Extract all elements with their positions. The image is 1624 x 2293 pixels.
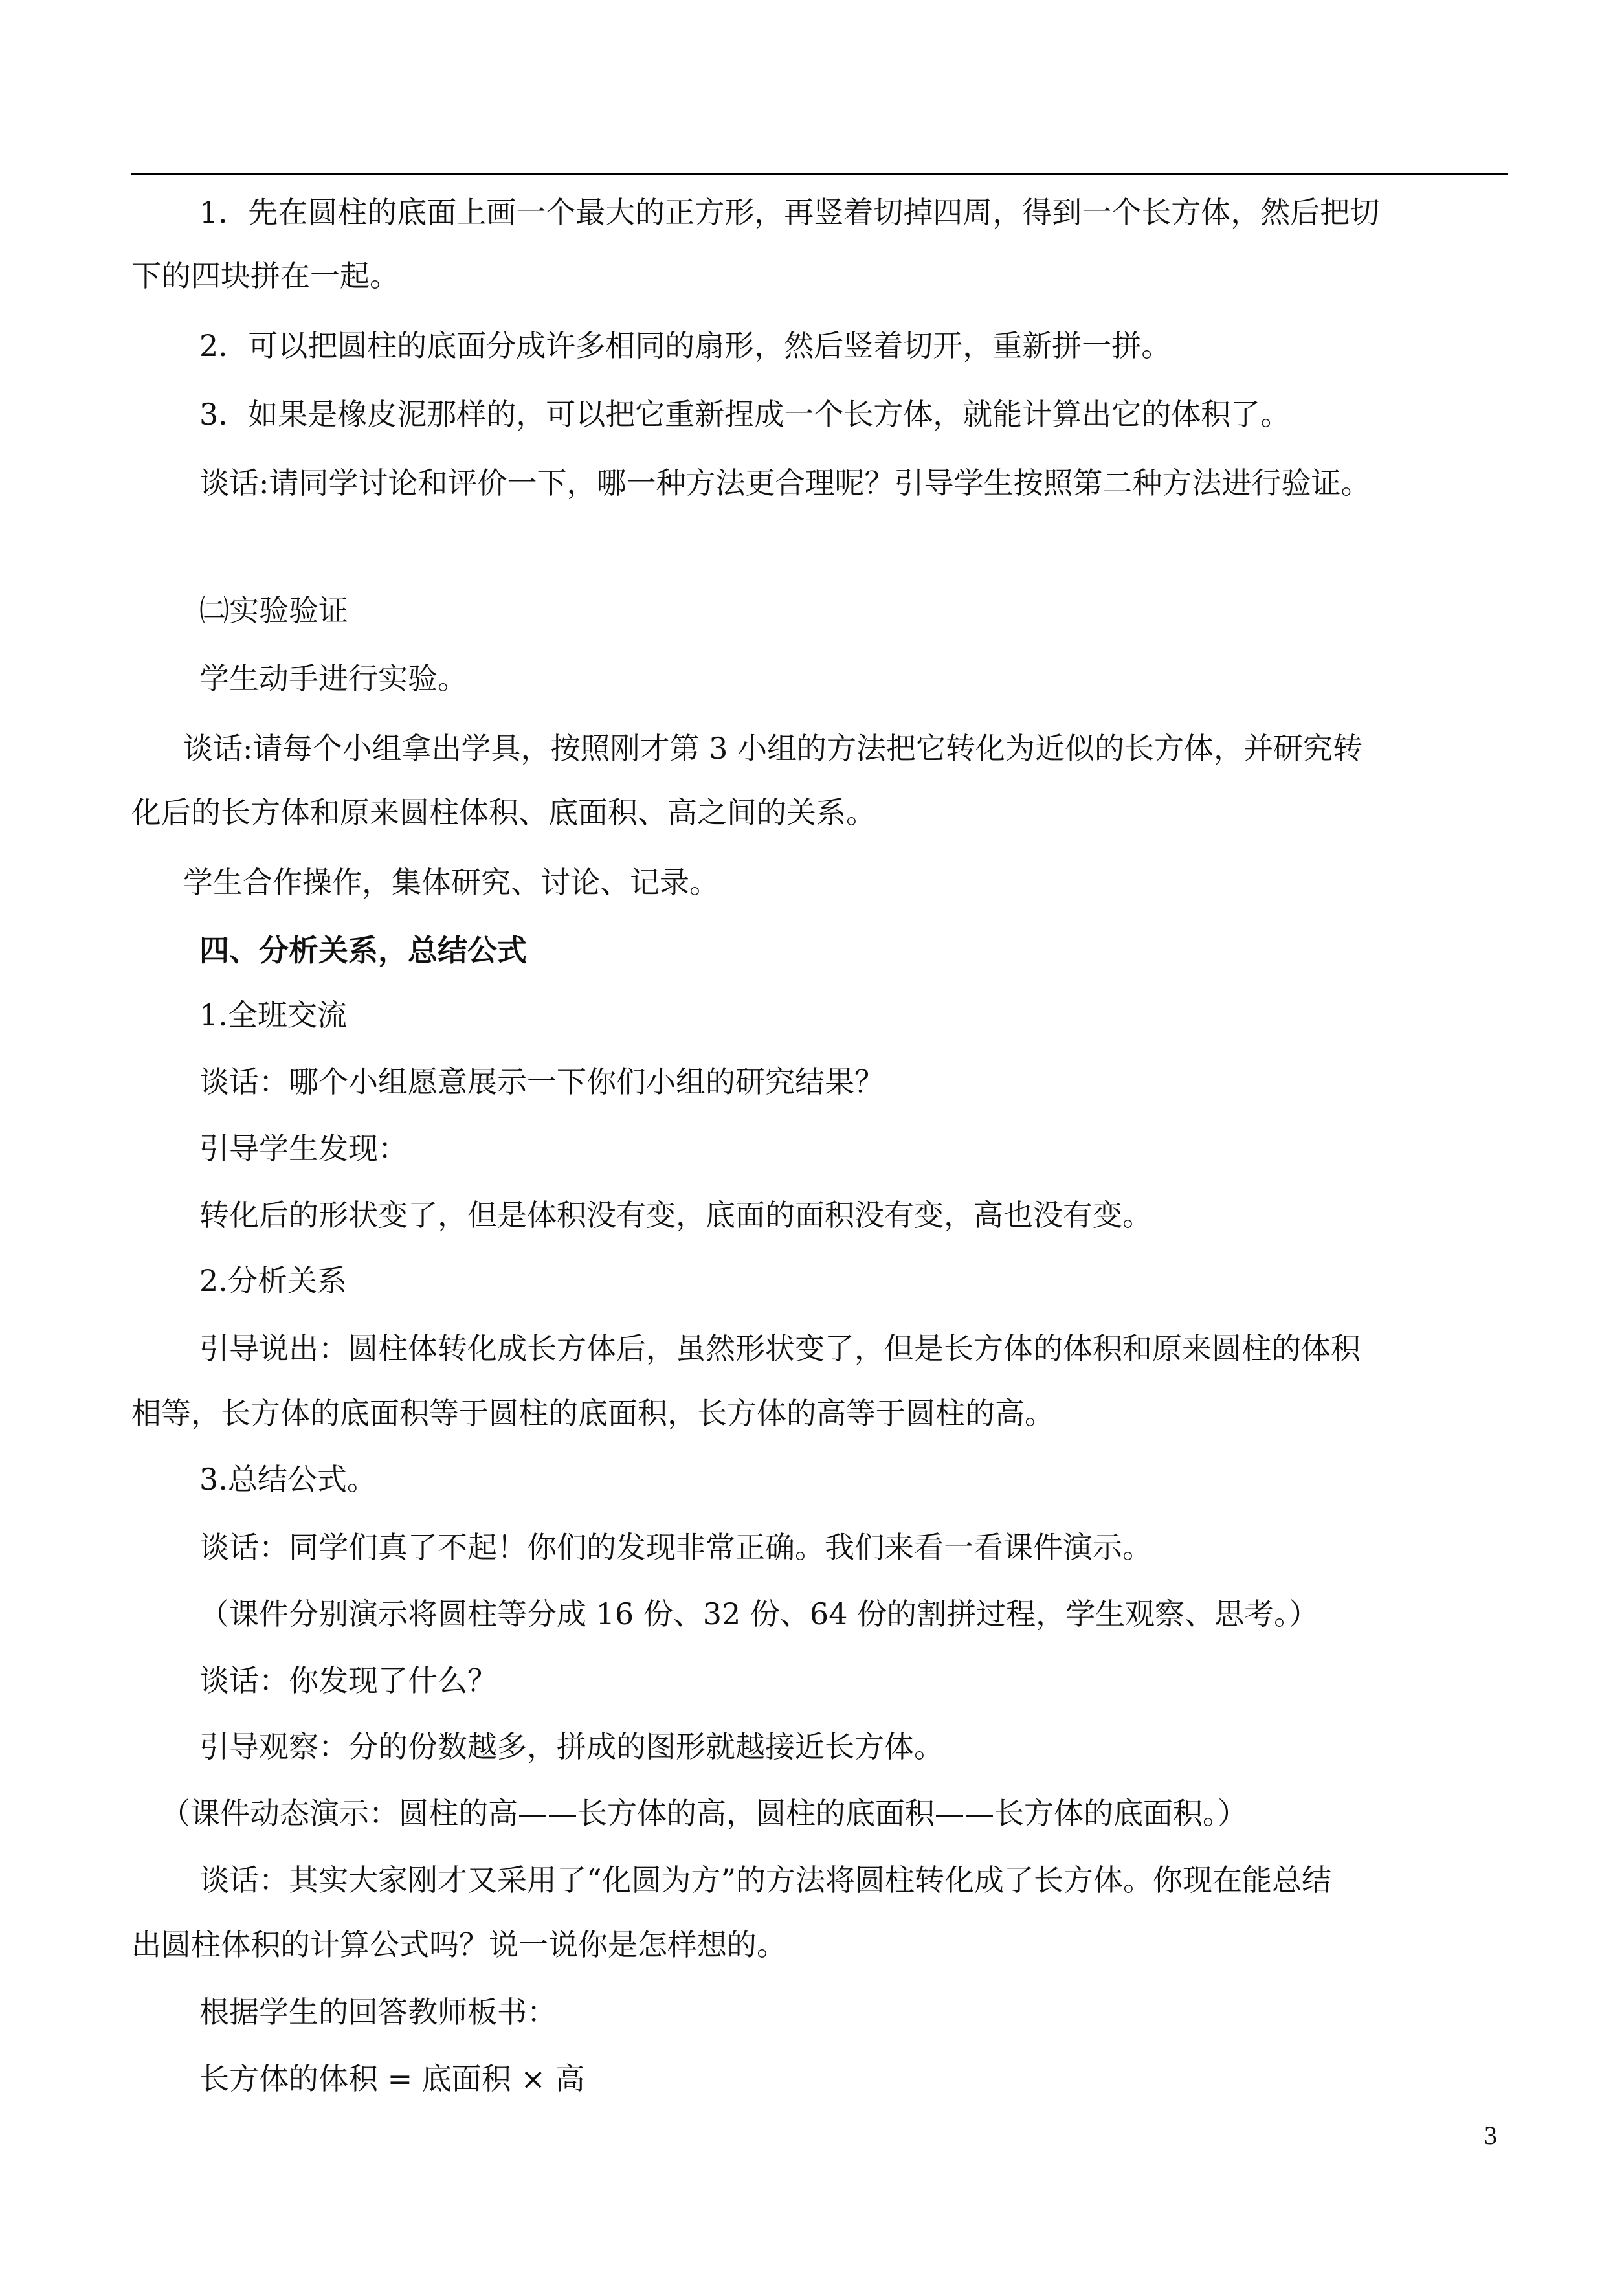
text-line: 学生动手进行实验。 — [199, 661, 467, 696]
subsection-heading: 2.分析关系 — [199, 1263, 347, 1298]
section-heading: ㈡实验验证 — [199, 593, 348, 628]
section-heading: 四、分析关系，总结公式 — [199, 933, 527, 968]
text-line: 学生合作操作，集体研究、讨论、记录。 — [183, 865, 719, 900]
text-line: 谈话:请同学讨论和评价一下，哪一种方法更合理呢？引导学生按照第二种方法进行验证。 — [199, 465, 1371, 500]
text-line: 谈话:请每个小组拿出学具，按照刚才第 3 小组的方法把它转化为近似的长方体，并研究转 — [183, 731, 1363, 766]
text-line: 谈话：其实大家刚才又采用了“化圆为方”的方法将圆柱转化成了长方体。你现在能总结 — [199, 1862, 1332, 1897]
text-line: 引导学生发现： — [199, 1131, 408, 1166]
page-number: 3 — [1484, 2121, 1497, 2150]
subsection-heading: 1.全班交流 — [199, 998, 347, 1033]
text-line: 谈话：哪个小组愿意展示一下你们小组的研究结果？ — [199, 1064, 884, 1099]
text-line: 出圆柱体积的计算公式吗？说一说你是怎样想的。 — [131, 1927, 786, 1962]
text-line: 相等，长方体的底面积等于圆柱的底面积，长方体的高等于圆柱的高。 — [131, 1396, 1054, 1431]
text-line: 转化后的形状变了，但是体积没有变，底面的面积没有变，高也没有变。 — [199, 1198, 1152, 1233]
text-line: 1．先在圆柱的底面上画一个最大的正方形，再竖着切掉四周，得到一个长方体，然后把切 — [199, 195, 1380, 230]
text-line: 化后的长方体和原来圆柱体积、底面积、高之间的关系。 — [131, 795, 876, 830]
text-line: 引导说出：圆柱体转化成长方体后，虽然形状变了，但是长方体的体积和原来圆柱的体积 — [199, 1331, 1361, 1366]
header-rule — [131, 173, 1508, 175]
formula-line: 长方体的体积 = 底面积 × 高 — [199, 2061, 585, 2096]
text-line: 3．如果是橡皮泥那样的，可以把它重新捏成一个长方体，就能计算出它的体积了。 — [199, 397, 1291, 432]
text-line: 下的四块拼在一起。 — [131, 258, 399, 293]
text-line: 2．可以把圆柱的底面分成许多相同的扇形，然后竖着切开，重新拼一拼。 — [199, 328, 1172, 363]
text-line: （课件动态演示：圆柱的高——长方体的高，圆柱的底面积——长方体的底面积。） — [161, 1796, 1247, 1831]
text-line: 谈话：同学们真了不起！你们的发现非常正确。我们来看一看课件演示。 — [199, 1530, 1152, 1565]
text-line: 根据学生的回答教师板书： — [199, 1995, 557, 2030]
text-line: 谈话：你发现了什么？ — [199, 1663, 497, 1698]
text-line: 引导观察：分的份数越多，拼成的图形就越接近长方体。 — [199, 1729, 944, 1764]
subsection-heading: 3.总结公式。 — [199, 1462, 377, 1497]
text-line: （课件分别演示将圆柱等分成 16 份、32 份、64 份的割拼过程，学生观察、思考。） — [199, 1596, 1319, 1631]
